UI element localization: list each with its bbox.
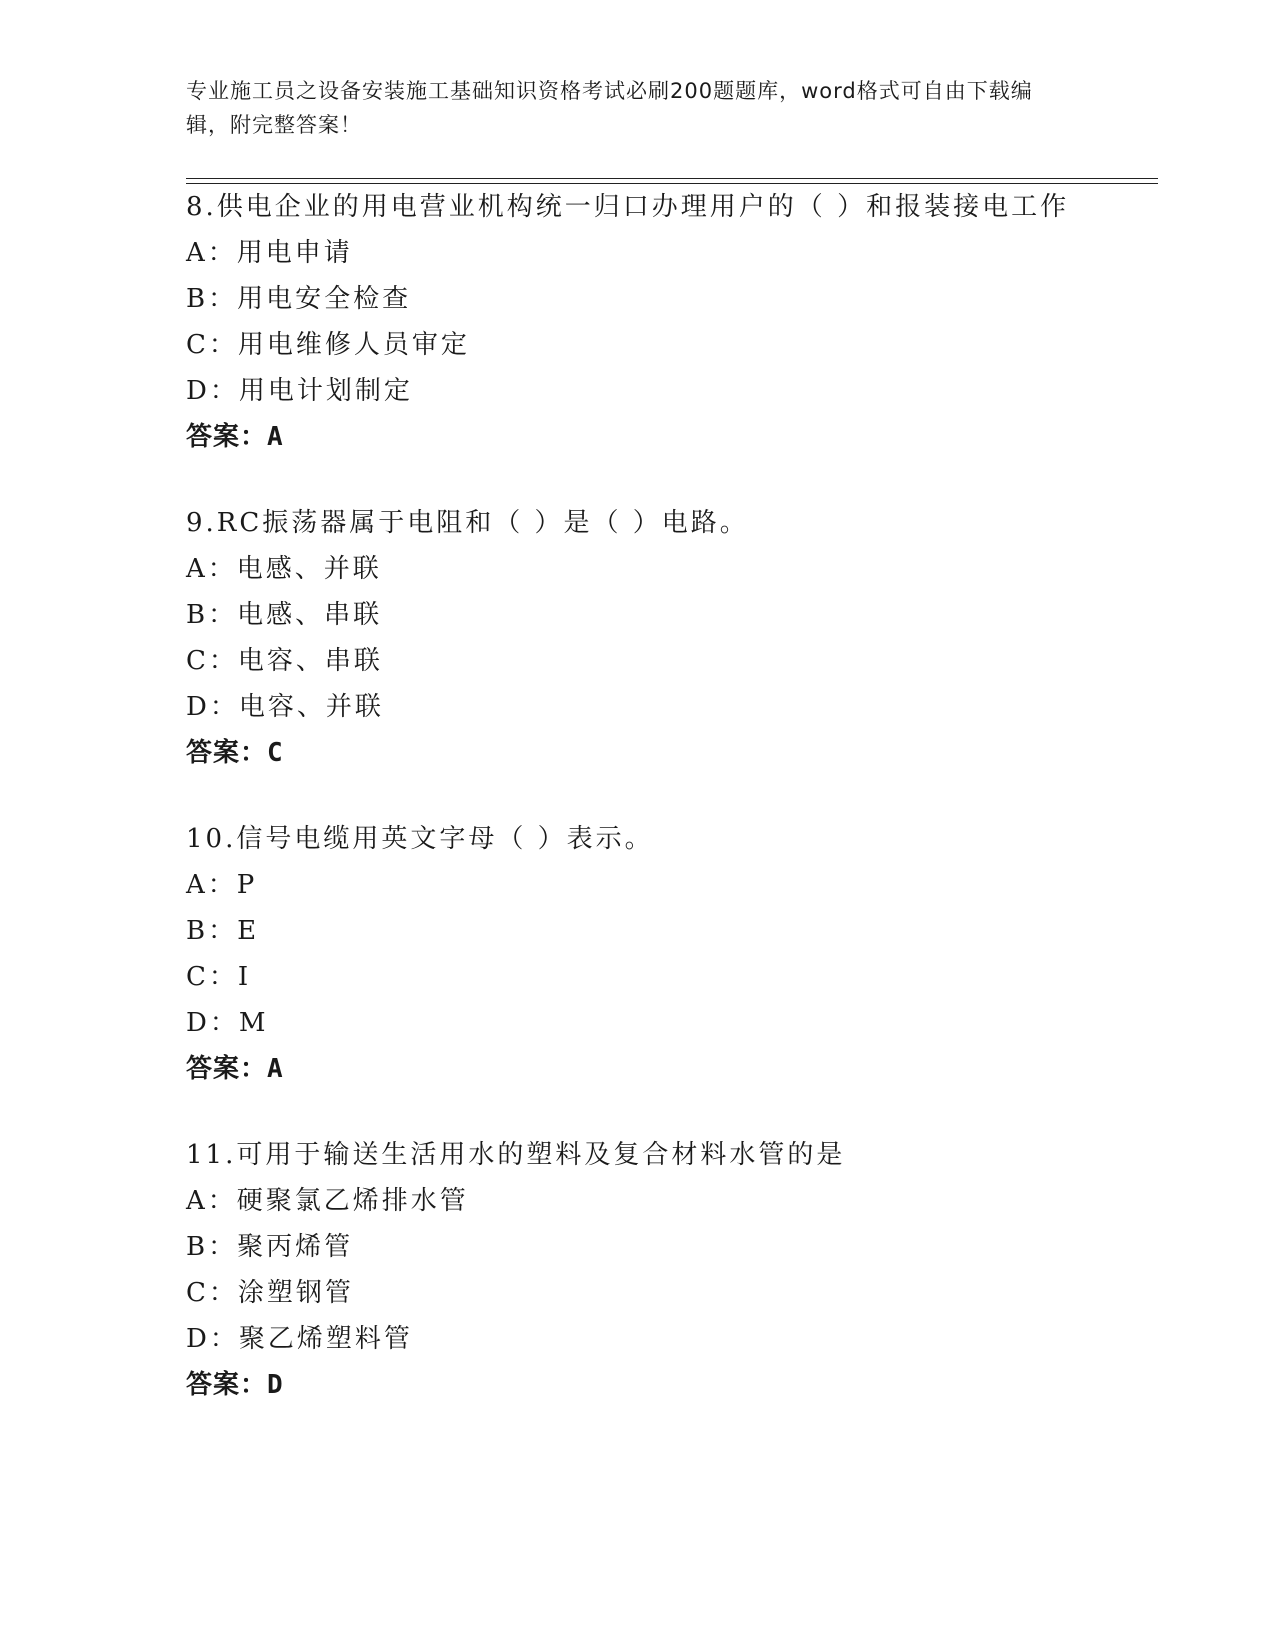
option-d: D：用电计划制定 — [186, 376, 413, 406]
question-stem: 11.可用于输送生活用水的塑料及复合材料水管的是 — [186, 1140, 846, 1170]
answer-label: 答案： — [186, 1054, 268, 1084]
question-11 — [186, 1132, 1166, 1408]
option-d: D：电容、并联 — [186, 692, 384, 722]
question-stem: 9.RC振荡器属于电阻和（ ）是（ ）电路。 — [186, 508, 749, 538]
option-b: B：电感、串联 — [186, 600, 383, 630]
answer-label: 答案： — [186, 1370, 268, 1400]
header-divider-top — [186, 178, 1158, 179]
option-b: B：E — [186, 916, 260, 946]
question-8 — [186, 184, 1166, 460]
answer-label: 答案： — [186, 738, 268, 768]
option-a: A：硬聚氯乙烯排水管 — [186, 1186, 469, 1216]
answer-line — [186, 1046, 1166, 1092]
answer-line — [186, 414, 1166, 460]
question-9 — [186, 500, 1166, 776]
option-d: D：聚乙烯塑料管 — [186, 1324, 413, 1354]
question-10 — [186, 816, 1166, 1092]
answer-label: 答案： — [186, 422, 268, 452]
answer-line — [186, 730, 1166, 776]
answer-value: A — [267, 1054, 284, 1084]
option-a: A：用电申请 — [186, 238, 353, 268]
answer-value: C — [267, 738, 284, 768]
document-header: 专业施工员之设备安装施工基础知识资格考试必刷200题题库，word格式可自由下载编辑，附完整答案！ — [186, 79, 1033, 137]
option-c: C：I — [186, 962, 252, 992]
option-b: B：用电安全检查 — [186, 284, 412, 314]
option-a: A：P — [186, 870, 258, 900]
option-c: C：电容、串联 — [186, 646, 383, 676]
answer-value: A — [267, 422, 284, 452]
option-a: A：电感、并联 — [186, 554, 382, 584]
option-d: D：M — [186, 1008, 269, 1038]
answer-value: D — [267, 1370, 284, 1400]
question-stem: 8.供电企业的用电营业机构统一归口办理用户的（ ）和报装接电工作 — [186, 192, 1070, 222]
answer-line — [186, 1362, 1166, 1408]
option-c: C：涂塑钢管 — [186, 1278, 354, 1308]
question-stem: 10.信号电缆用英文字母（ ）表示。 — [186, 824, 654, 854]
option-b: B：聚丙烯管 — [186, 1232, 354, 1262]
option-c: C：用电维修人员审定 — [186, 330, 470, 360]
